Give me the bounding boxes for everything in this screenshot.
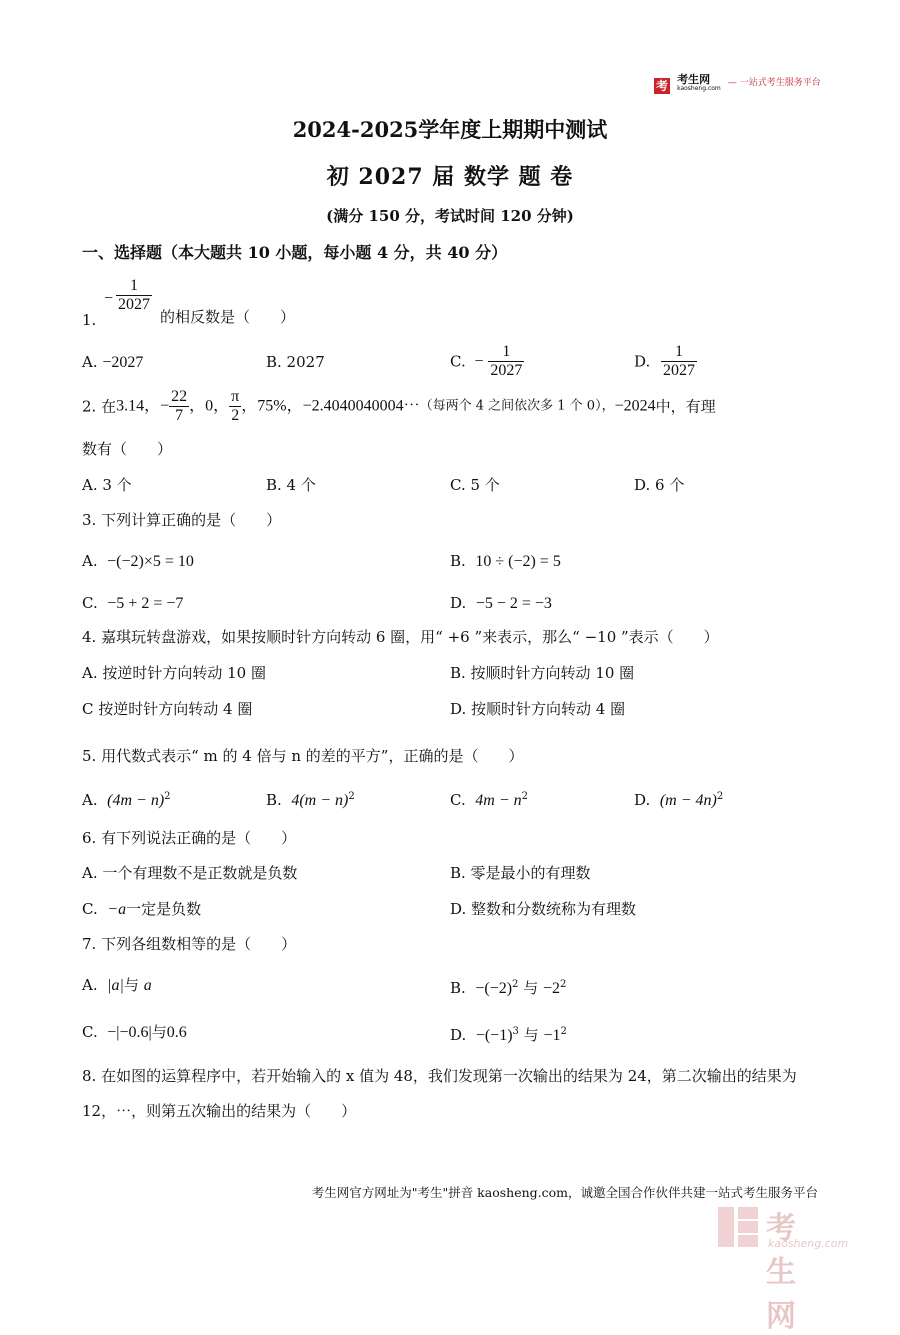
q6-option-c[interactable]: C. −a一定是负数 <box>82 900 202 918</box>
question-8-line2: 12，⋯，则第五次输出的结果为（ ） <box>82 1102 357 1120</box>
q4-option-a[interactable]: A. 按逆时针方向转动 10 圈 <box>82 664 266 682</box>
watermark-domain: kaosheng.com <box>768 1237 849 1250</box>
question-8: 8. 在如图的运算程序中，若开始输入的 x 值为 48，我们发现第一次输出的结果为 24，第二次输出的结果为 <box>82 1067 797 1085</box>
q4-option-c[interactable]: C 按逆时针方向转动 4 圈 <box>82 700 253 718</box>
watermark <box>716 1205 849 1334</box>
brand-domain: kaosheng.com <box>677 85 721 92</box>
watermark-name: 考生网 <box>766 1211 796 1334</box>
q1-option-d[interactable]: D. $\frac{1}{2027}$ <box>634 343 696 379</box>
question-2: 2. 在3.14，− $\frac{22}{7}$ ，0， $\frac{\pi}{2}$ ，75%，−2.4040040004⋯（每两个 4 之间依次多 1 个 0），−2024中，有理 <box>82 388 716 424</box>
question-4: 4. 嘉琪玩转盘游戏，如果按顺时针方向转动 6 圈，用“ +6 ”来表示，那么“ −10 ”表示（ ） <box>82 628 719 646</box>
q2-option-b[interactable]: B. 4 个 <box>266 476 316 494</box>
q6-option-d[interactable]: D. 整数和分数统称为有理数 <box>450 900 637 918</box>
brand-tagline: — 一站式考生服务平台 <box>727 78 821 88</box>
q5-option-a[interactable]: A. $(4m - n)^2$ <box>82 791 171 809</box>
q3-option-d[interactable]: D. −5 − 2 = −3 <box>450 594 552 612</box>
q7-option-d[interactable]: D. $-(-1)^3$ 与 $-1^2$ <box>450 1026 567 1044</box>
question-7: 7. 下列各组数相等的是（ ） <box>82 935 297 953</box>
q1-option-b[interactable]: B. 2027 <box>266 353 325 371</box>
question-2-line2: 数有（ ） <box>82 440 173 458</box>
exam-title: 2024-2025学年度上期期中测试 <box>292 117 608 142</box>
question-6: 6. 有下列说法正确的是（ ） <box>82 829 297 847</box>
brand-name: 考生网 <box>677 73 711 86</box>
question-5: 5. 用代数式表示“ m 的 4 倍与 n 的差的平方”，正确的是（ ） <box>82 747 524 765</box>
q6-option-a[interactable]: A. 一个有理数不是正数就是负数 <box>82 864 298 882</box>
q1-option-a[interactable]: A. −2027 <box>82 353 144 371</box>
exam-subtitle: 初 2027 届 数学 题 卷 <box>326 164 574 190</box>
q4-option-b[interactable]: B. 按顺时针方向转动 10 圈 <box>450 664 635 682</box>
q3-option-c[interactable]: C. −5 + 2 = −7 <box>82 594 184 612</box>
q5-option-b[interactable]: B. $4(m - n)^2$ <box>266 791 355 809</box>
brand-header <box>654 75 821 94</box>
q1-option-c[interactable]: C. − $\frac{1}{2027}$ <box>450 343 523 379</box>
q3-option-a[interactable]: A. −(−2)×5 = 10 <box>82 552 194 570</box>
q4-option-d[interactable]: D. 按顺时针方向转动 4 圈 <box>450 700 626 718</box>
q7-option-b[interactable]: B. $-(-2)^2$ 与 $-2^2$ <box>450 979 567 997</box>
q6-option-b[interactable]: B. 零是最小的有理数 <box>450 864 591 882</box>
q1-fraction: $\frac{1}{2027}$ <box>118 277 150 313</box>
q2-option-c[interactable]: C. 5 个 <box>450 476 500 494</box>
kaosheng-watermark-icon <box>716 1205 760 1249</box>
q7-option-a[interactable]: A. |a|与 a <box>82 976 152 994</box>
kaosheng-logo-icon: 考 <box>655 79 668 93</box>
section-heading: 一、选择题（本大题共 10 小题，每小题 4 分，共 40 分） <box>82 243 508 262</box>
footer-note: 考生网官方网址为"考生"拼音 kaosheng.com，诚邀全国合作伙伴共建一站式考生服务平台 <box>311 1185 818 1200</box>
q3-option-b[interactable]: B. 10 ÷ (−2) = 5 <box>450 552 561 570</box>
q2-option-d[interactable]: D. 6 个 <box>634 476 685 494</box>
q2-option-a[interactable]: A. 3 个 <box>82 476 132 494</box>
q7-option-c[interactable]: C. −|−0.6|与0.6 <box>82 1023 187 1041</box>
q5-option-d[interactable]: D. $(m - 4n)^2$ <box>634 791 724 809</box>
exam-info: (满分 150 分，考试时间 120 分钟) <box>326 207 574 225</box>
question-3: 3. 下列计算正确的是（ ） <box>82 511 282 529</box>
q5-option-c[interactable]: C. $4m - n^2$ <box>450 791 528 809</box>
